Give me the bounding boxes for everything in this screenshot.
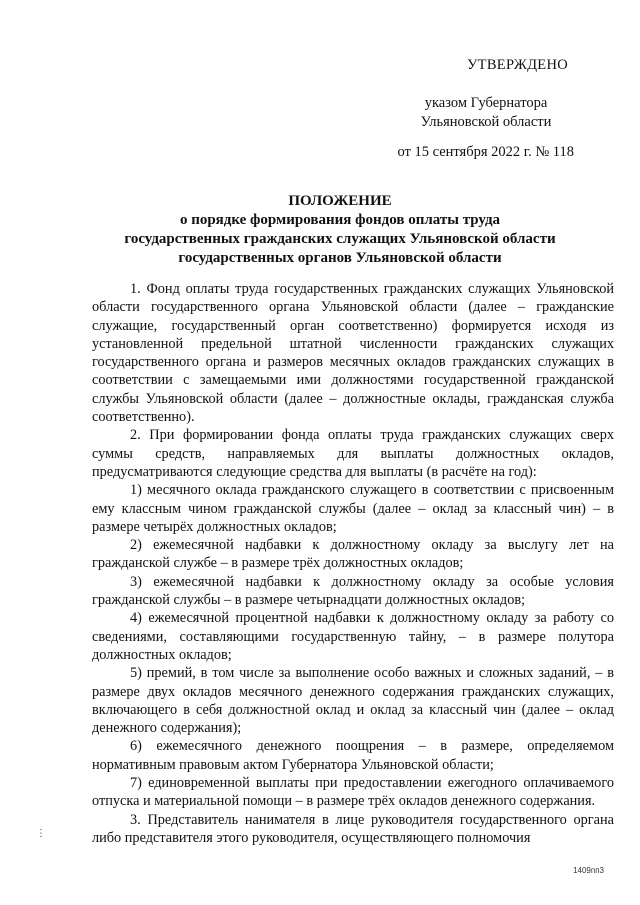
list-item-1: 1) месячного оклада гражданского служащего в соответствии с присвоенным ему классным чином гражданской службы (далее – оклад за классный чин) – в размере четырёх должностных окладов; [92, 482, 614, 535]
approval-decree: указом Губернатора Ульяновской области [420, 95, 552, 130]
title-line-1: о порядке формирования фондов оплаты труда [179, 212, 501, 228]
approval-stamp-approved: УТВЕРЖДЕНО [467, 57, 568, 73]
list-item-4: 4) ежемесячной процентной надбавки к должностному окладу за работу со сведениями, составляющими государственную тайну, – в размере полутора должностных окладов; [92, 610, 614, 663]
title-line-2: государственных гражданских служащих Ульяновской области [124, 231, 556, 247]
title-line-3: государственных органов Ульяновской области [178, 250, 502, 266]
margin-scan-mark: ⋮ [36, 828, 46, 839]
footer-document-code: 1409пп3 [573, 866, 604, 875]
paragraph-1: 1. Фонд оплаты труда государственных гражданских служащих Ульяновской области государственного органа Ульяновской области (далее – гражданские служащие, государственный орган соответственно) формируется исходя из установленной предельной штатной численности гражданских служащих государственного органа и размеров месячных окладов гражданских служащих в соответствии с замещаемыми ими должностями государственной гражданской службы Ульяновской области (далее – должностные оклады, гражданская служба соответственно). [92, 281, 614, 426]
document-title [60, 192, 620, 268]
approval-date: от 15 сентября 2022 г. № 118 [397, 144, 574, 160]
list-item-5: 5) премий, в том числе за выполнение особо важных и сложных заданий, – в размере двух окладов месячного денежного содержания гражданских служащих, включающего в себя должностной оклад и оклад за классный чин (далее – оклад денежного содержания); [92, 665, 614, 737]
paragraph-2: 2. При формировании фонда оплаты труда гражданских служащих сверх суммы средств, направляемых для выплаты должностных окладов, предусматриваются следующие средства для выплаты (в расчёте на год): [92, 427, 614, 480]
paragraph-3: 3. Представитель нанимателя в лице руководителя государственного органа либо представителя этого руководителя, осуществляющего полномочия [92, 811, 614, 846]
document-body [92, 280, 614, 847]
list-item-3: 3) ежемесячной надбавки к должностному окладу за особые условия гражданской службы – в размере четырнадцати должностных окладов; [92, 573, 614, 609]
list-item-6: 6) ежемесячного денежного поощрения – в размере, определяемом нормативным правовым актом Губернатора Ульяновской области; [92, 738, 614, 773]
list-item-7: 7) единовременной выплаты при предоставлении ежегодного оплачиваемого отпуска и материальной помощи – в размере трёх окладов денежного содержания. [92, 775, 614, 810]
list-item-2: 2) ежемесячной надбавки к должностному окладу за выслугу лет на гражданской службе – в размере трёх должностных окладов; [92, 537, 614, 572]
title-heading: ПОЛОЖЕНИЕ [288, 193, 392, 209]
